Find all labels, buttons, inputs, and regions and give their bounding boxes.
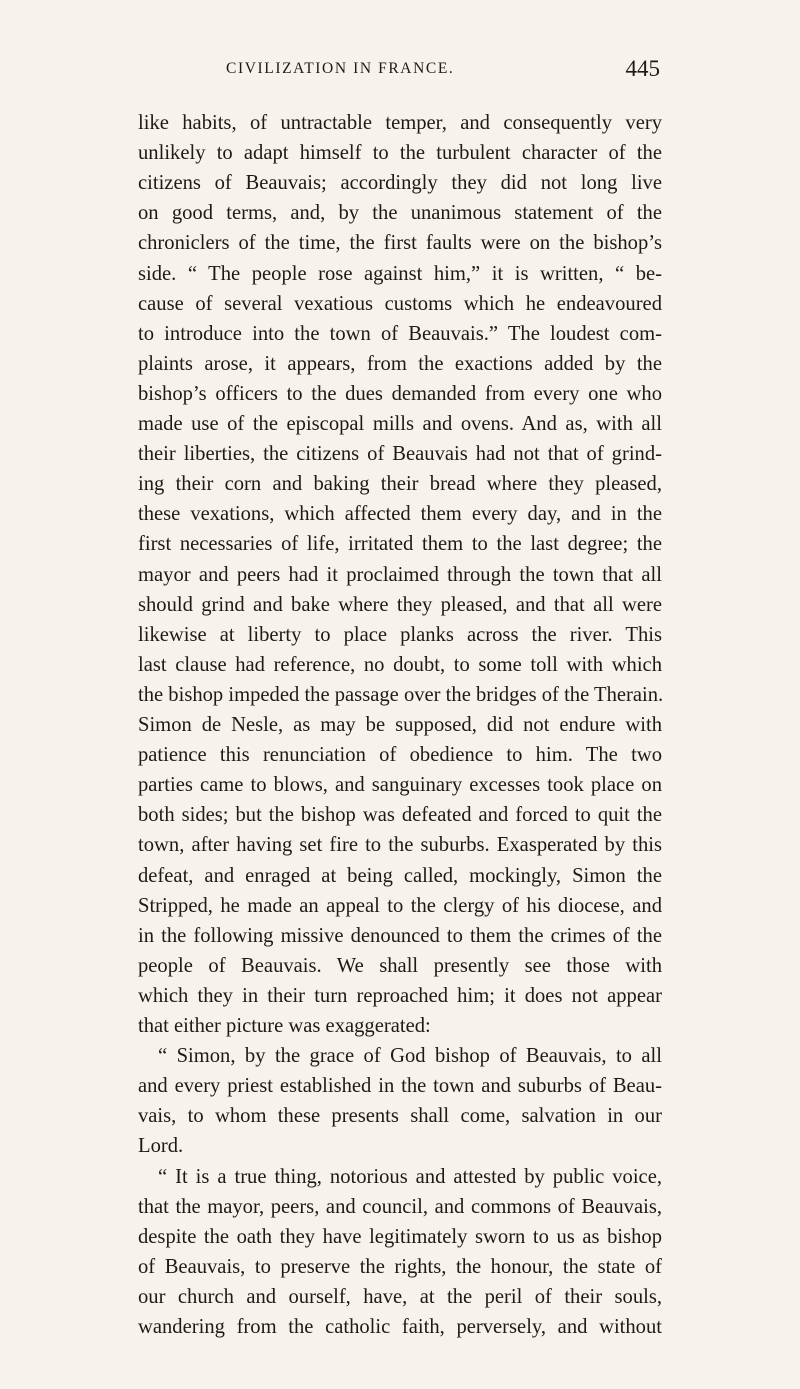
text-line: likewise at liberty to place planks across the river. This: [138, 624, 662, 646]
text-line: their liberties, the citizens of Beauvais had not that of grind-: [138, 443, 662, 465]
text-line: citizens of Beauvais; accordingly they did not long live: [138, 172, 662, 194]
text-line: these vexations, which affected them every day, and in the: [138, 503, 662, 525]
running-title: CIVILIZATION IN FRANCE.: [226, 60, 455, 77]
text-line: Lord.: [138, 1135, 184, 1157]
text-line: unlikely to adapt himself to the turbulent character of the: [138, 142, 662, 164]
running-head: [0, 58, 800, 88]
text-line: patience this renunciation of obedience to him. The two: [138, 744, 662, 766]
text-line: “ It is a true thing, notorious and attested by public voice,: [158, 1166, 662, 1188]
page-number: 445: [625, 56, 660, 81]
text-line: last clause had reference, no doubt, to some toll with which: [138, 654, 662, 676]
text-line: cause of several vexatious customs which he endeavoured: [138, 293, 662, 315]
text-line: wandering from the catholic faith, perversely, and without: [138, 1316, 662, 1338]
text-line: “ Simon, by the grace of God bishop of Beauvais, to all: [158, 1045, 662, 1067]
text-line: like habits, of untractable temper, and consequently very: [138, 112, 662, 134]
text-line: which they in their turn reproached him; it does not appear: [138, 985, 662, 1007]
text-line: that the mayor, peers, and council, and commons of Beauvais,: [138, 1196, 662, 1218]
text-line: our church and ourself, have, at the peril of their souls,: [138, 1286, 662, 1308]
text-line: both sides; but the bishop was defeated and forced to quit the: [138, 804, 662, 826]
text-line: mayor and peers had it proclaimed through the town that all: [138, 564, 662, 586]
text-line: bishop’s officers to the dues demanded from every one who: [138, 383, 662, 405]
text-line: made use of the episcopal mills and ovens. And as, with all: [138, 413, 662, 435]
text-line: to introduce into the town of Beauvais.” The loudest com-: [138, 323, 662, 345]
text-line: and every priest established in the town and suburbs of Beau-: [138, 1075, 662, 1097]
text-line: Stripped, he made an appeal to the clergy of his diocese, and: [138, 895, 662, 917]
text-line: town, after having set fire to the suburbs. Exasperated by this: [138, 834, 662, 856]
text-line: of Beauvais, to preserve the rights, the honour, the state of: [138, 1256, 662, 1278]
text-line: chroniclers of the time, the first faults were on the bishop’s: [138, 232, 662, 254]
text-line: vais, to whom these presents shall come, salvation in our: [138, 1105, 662, 1127]
text-line: on good terms, and, by the unanimous statement of the: [138, 202, 662, 224]
text-line: parties came to blows, and sanguinary excesses took place on: [138, 774, 662, 796]
text-line: people of Beauvais. We shall presently see those with: [138, 955, 662, 977]
text-line: defeat, and enraged at being called, mockingly, Simon the: [138, 865, 662, 887]
text-line: should grind and bake where they pleased, and that all were: [138, 594, 662, 616]
text-line: Simon de Nesle, as may be supposed, did not endure with: [138, 714, 662, 736]
text-line: the bishop impeded the passage over the bridges of the Therain.: [138, 684, 664, 706]
text-line: in the following missive denounced to them the crimes of the: [138, 925, 662, 947]
text-line: plaints arose, it appears, from the exactions added by the: [138, 353, 662, 375]
text-line: first necessaries of life, irritated them to the last degree; the: [138, 533, 662, 555]
text-line: despite the oath they have legitimately sworn to us as bishop: [138, 1226, 662, 1248]
text-line: that either picture was exaggerated:: [138, 1015, 431, 1037]
text-line: ing their corn and baking their bread where they pleased,: [138, 473, 662, 495]
text-line: side. “ The people rose against him,” it is written, “ be-: [138, 263, 662, 285]
